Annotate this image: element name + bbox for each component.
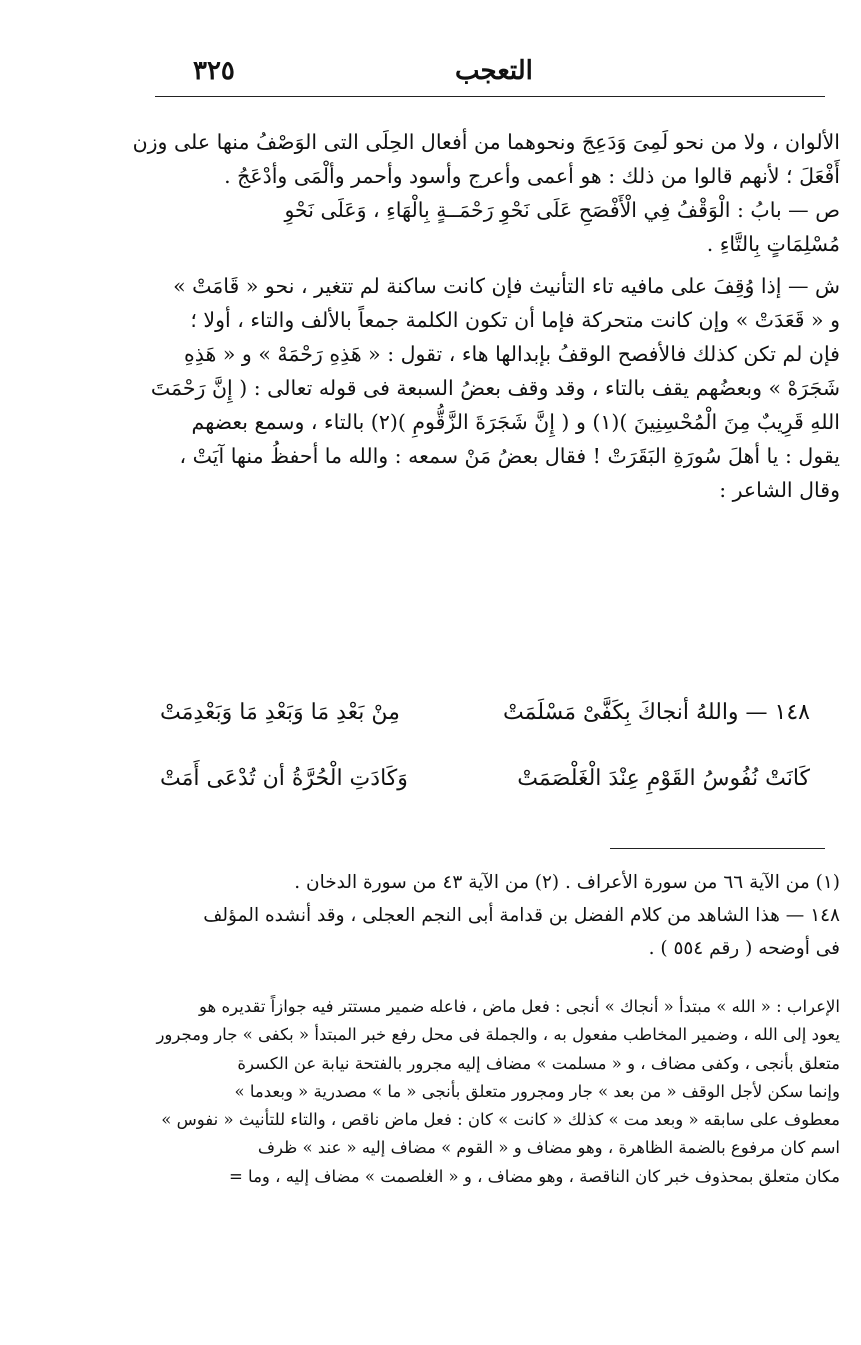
text-line: وقال الشاعر :: [719, 478, 840, 502]
analysis-line: اسم كان مرفوع بالضمة الظاهرة ، وهو مضاف و « القوم » مضاف إليه « عند » ظرف: [257, 1138, 840, 1158]
footnote-separator: [610, 848, 825, 849]
analysis-line: الإعراب : « الله » مبتدأ « أنجاك » أنجى : فعل ماض ، فاعله ضمير مستتر فيه جوازاً تقديره هو: [199, 997, 840, 1016]
analysis-line: وإنما سكن لأجل الوقف « من بعد » جار ومجرور متعلق بأنجى « ما » مصدرية « وبعدما »: [234, 1081, 840, 1101]
text-line: فإن لم تكن كذلك فالأفصح الوقفُ بإبدالها هاء ، تقول : « هَذِهِ رَحْمَهْ » و « هَذِهِ: [184, 342, 840, 366]
footnote-line: (١) من الآية ٦٦ من سورة الأعراف . (٢) من الآية ٤٣ من سورة الدخان .: [294, 872, 840, 893]
text-line: أَفْعَلَ ؛ لأنهم قالوا من ذلك : هو أعمى وأعرج وأسود وأحمر وألْمَى وأدْعَجُ .: [224, 164, 840, 188]
text-line: ص — بابُ : الْوَقْفُ فِي الْأَفْصَحِ عَلَى نَحْوِ رَحْمَــةٍ بِالْهَاءِ ، وَعَلَى نَحْوِ: [284, 198, 840, 222]
verse-hemistich-second: وَكَادَتِ الْحُرَّةُ أن تُدْعَى أَمَتْ: [160, 766, 408, 791]
text-line: شَجَرَهْ » وبعضُهم يقف بالتاء ، وقد وقف بعضُ السبعة فى قوله تعالى : ( إِنَّ رَحْمَتَ: [150, 376, 840, 400]
analysis-line: مكان متعلق بمحذوف خبر كان الناقصة ، وهو مضاف ، و « الغلصمت » مضاف إليه ، وما =: [228, 1166, 840, 1186]
verse-line-1: [160, 700, 810, 740]
analysis-line: معطوف على سابقه « وبعد مت » كذلك « كانت » كان : فعل ماض ناقص ، والتاء للتأنيث « نفوس »: [161, 1110, 840, 1130]
text-line: ش — إذا وُقِفَ على مافيه تاء التأنيث فإن كانت ساكنة لم تتغير ، نحو « قَامَتْ »: [173, 274, 840, 298]
footnotes: [120, 866, 840, 965]
text-line: يقول : يا أهلَ سُورَةِ البَقَرَتْ ! فقال بعضُ مَنْ سمعه : والله ما أحفظُ منها آيَتْ ،: [179, 444, 840, 468]
analysis-line: يعود إلى الله ، وضمير المخاطب مفعول به ، والجملة فى محل رفع خبر المبتدأ « بكفى » جار ومجرور: [156, 1025, 840, 1045]
grammatical-analysis: [120, 993, 840, 1191]
verse-hemistich-first: كَانَتْ نُفُوسُ القَوْمِ عِنْدَ الْغَلْصَمَتْ: [517, 766, 810, 791]
verse-hemistich-first: ١٤٨ — واللهُ أنجاكَ بِكَفَّىْ مَسْلَمَتْ: [503, 700, 810, 725]
chapter-title: التعجب: [455, 56, 533, 86]
main-text: [120, 125, 840, 507]
text-line: الألوان ، ولا من نحو لَمِىَ وَدَعِجَ ونحوهما من أفعال الحِلَى التى الوَصْفُ منها على وزن: [132, 130, 840, 154]
footnote-line: فى أوضحه ( رقم ٥٥٤ ) .: [648, 938, 840, 959]
text-line: مُسْلِمَاتٍ بِالتَّاءِ .: [706, 232, 840, 256]
analysis-line: متعلق بأنجى ، وكفى مضاف ، و « مسلمت » مضاف إليه مجرور بالفتحة نيابة عن الكسرة: [237, 1053, 840, 1073]
page-number: ٣٢٥: [193, 56, 235, 86]
footnote-line: ١٤٨ — هذا الشاهد من كلام الفضل بن قدامة أبى النجم العجلى ، وقد أنشده المؤلف: [203, 905, 840, 926]
verse-hemistich-second: مِنْ بَعْدِ مَا وَبَعْدِ مَا وَبَعْدِمَتْ: [160, 700, 400, 725]
text-line: و « قَعَدَتْ » وإن كانت متحركة فإما أن تكون الكلمة جمعاً بالألف والتاء ، أولا ؛: [190, 308, 840, 332]
verse-line-2: [160, 766, 810, 806]
text-line: اللهِ قَرِيبٌ مِنَ الْمُحْسِنِينَ )(١) و ( إِنَّ شَجَرَةَ الزَّقُّومِ )(٢) بالتاء ، وسمع بعضهم: [191, 410, 840, 434]
page-header: [155, 52, 825, 97]
